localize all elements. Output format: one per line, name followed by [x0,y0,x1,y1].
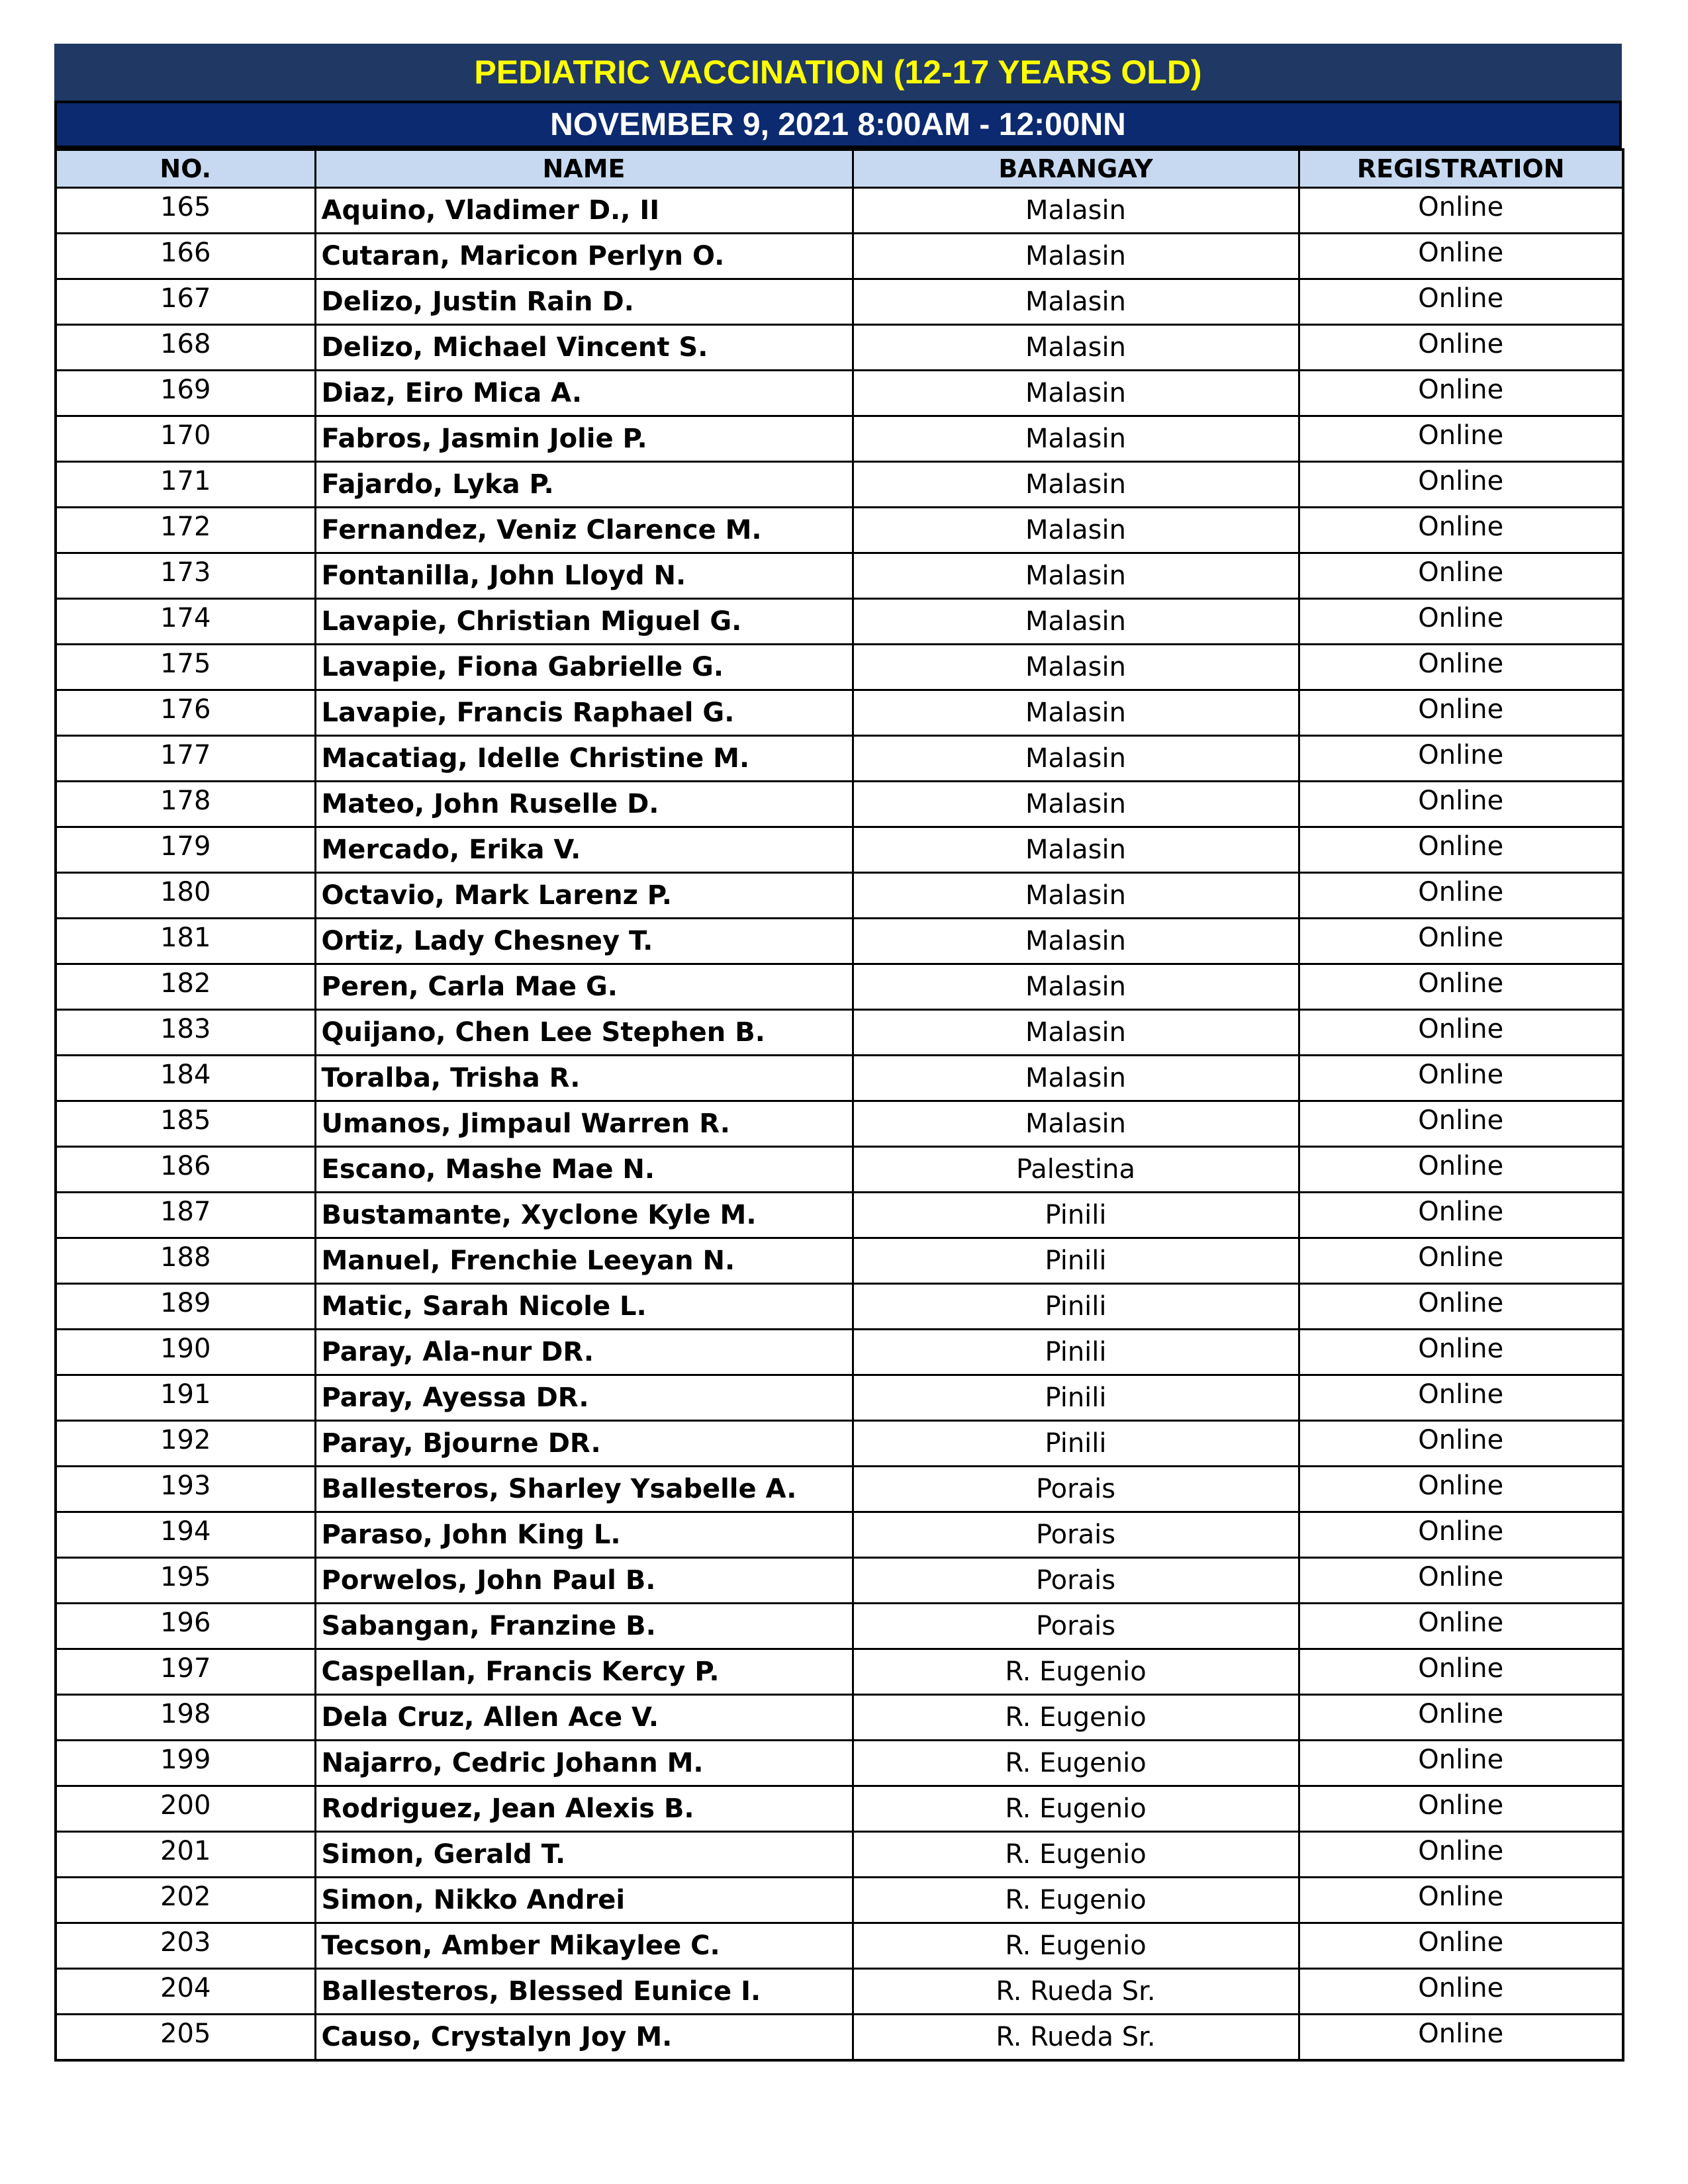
cell-registration: Online [1299,188,1623,234]
cell-registration: Online [1299,1238,1623,1284]
cell-registration: Online [1299,1878,1623,1923]
cell-registration: Online [1299,736,1623,782]
cell-name: Peren, Carla Mae G. [315,964,853,1010]
cell-name: Manuel, Frenchie Leeyan N. [315,1238,853,1284]
cell-registration: Online [1299,599,1623,645]
cell-registration: Online [1299,690,1623,736]
table-row [56,873,1623,919]
cell-number: 172 [56,508,315,553]
cell-name: Mercado, Erika V. [315,827,853,873]
cell-barangay: Pinili [853,1193,1299,1238]
table-row [56,1923,1623,1969]
table-row [56,1193,1623,1238]
cell-number: 196 [56,1604,315,1649]
cell-barangay: Malasin [853,736,1299,782]
cell-barangay: Malasin [853,1101,1299,1147]
cell-barangay: Malasin [853,645,1299,690]
cell-registration: Online [1299,234,1623,279]
cell-barangay: Malasin [853,325,1299,371]
cell-name: Paraso, John King L. [315,1512,853,1558]
cell-registration: Online [1299,325,1623,371]
cell-barangay: Malasin [853,873,1299,919]
cell-barangay: Pinili [853,1421,1299,1467]
cell-name: Causo, Crystalyn Joy M. [315,2015,853,2061]
cell-registration: Online [1299,1101,1623,1147]
cell-number: 173 [56,553,315,599]
cell-name: Delizo, Justin Rain D. [315,279,853,325]
cell-registration: Online [1299,1467,1623,1512]
cell-name: Diaz, Eiro Mica A. [315,371,853,416]
cell-registration: Online [1299,2015,1623,2061]
cell-barangay: Porais [853,1558,1299,1604]
cell-number: 179 [56,827,315,873]
cell-barangay: Malasin [853,964,1299,1010]
cell-name: Tecson, Amber Mikaylee C. [315,1923,853,1969]
cell-name: Toralba, Trisha R. [315,1056,853,1101]
cell-number: 195 [56,1558,315,1604]
table-row [56,2015,1623,2061]
cell-name: Dela Cruz, Allen Ace V. [315,1695,853,1741]
cell-name: Fernandez, Veniz Clarence M. [315,508,853,553]
cell-number: 185 [56,1101,315,1147]
cell-name: Fajardo, Lyka P. [315,462,853,508]
cell-number: 167 [56,279,315,325]
cell-number: 201 [56,1832,315,1878]
cell-registration: Online [1299,1421,1623,1467]
cell-registration: Online [1299,553,1623,599]
cell-number: 197 [56,1649,315,1695]
table-row [56,1878,1623,1923]
cell-registration: Online [1299,1056,1623,1101]
cell-number: 183 [56,1010,315,1056]
table-row [56,1604,1623,1649]
cell-registration: Online [1299,1786,1623,1832]
cell-barangay: Pinili [853,1284,1299,1330]
cell-registration: Online [1299,919,1623,964]
cell-number: 191 [56,1375,315,1421]
cell-name: Aquino, Vladimer D., II [315,188,853,234]
table-row [56,1832,1623,1878]
table-row [56,1056,1623,1101]
cell-number: 189 [56,1284,315,1330]
cell-barangay: R. Eugenio [853,1832,1299,1878]
cell-number: 204 [56,1969,315,2015]
cell-name: Lavapie, Christian Miguel G. [315,599,853,645]
cell-name: Najarro, Cedric Johann M. [315,1741,853,1786]
cell-number: 194 [56,1512,315,1558]
cell-barangay: R. Eugenio [853,1649,1299,1695]
table-row [56,736,1623,782]
table-row [56,1147,1623,1193]
cell-registration: Online [1299,873,1623,919]
table-row [56,1330,1623,1375]
cell-name: Bustamante, Xyclone Kyle M. [315,1193,853,1238]
table-row [56,1649,1623,1695]
cell-number: 200 [56,1786,315,1832]
cell-name: Quijano, Chen Lee Stephen B. [315,1010,853,1056]
cell-barangay: Malasin [853,234,1299,279]
column-header-no: NO. [56,150,315,188]
cell-barangay: Porais [853,1512,1299,1558]
table-row [56,690,1623,736]
cell-registration: Online [1299,416,1623,462]
cell-number: 190 [56,1330,315,1375]
table-row [56,325,1623,371]
cell-registration: Online [1299,1649,1623,1695]
cell-barangay: Pinili [853,1238,1299,1284]
table-row [56,964,1623,1010]
cell-registration: Online [1299,1832,1623,1878]
cell-registration: Online [1299,827,1623,873]
cell-number: 180 [56,873,315,919]
table-row [56,1695,1623,1741]
table-row [56,416,1623,462]
cell-barangay: R. Rueda Sr. [853,2015,1299,2061]
cell-barangay: Porais [853,1467,1299,1512]
cell-number: 176 [56,690,315,736]
cell-barangay: Malasin [853,462,1299,508]
vaccination-table [54,148,1624,2062]
cell-barangay: Malasin [853,919,1299,964]
cell-barangay: Malasin [853,279,1299,325]
table-row [56,279,1623,325]
cell-name: Paray, Ayessa DR. [315,1375,853,1421]
cell-registration: Online [1299,1375,1623,1421]
cell-number: 166 [56,234,315,279]
table-row [56,1512,1623,1558]
cell-name: Lavapie, Fiona Gabrielle G. [315,645,853,690]
table-row [56,1375,1623,1421]
cell-barangay: Malasin [853,371,1299,416]
cell-barangay: Pinili [853,1375,1299,1421]
cell-barangay: Malasin [853,188,1299,234]
cell-number: 199 [56,1741,315,1786]
cell-name: Ballesteros, Sharley Ysabelle A. [315,1467,853,1512]
cell-name: Porwelos, John Paul B. [315,1558,853,1604]
cell-number: 193 [56,1467,315,1512]
cell-number: 170 [56,416,315,462]
cell-barangay: Malasin [853,1056,1299,1101]
cell-barangay: Malasin [853,508,1299,553]
cell-registration: Online [1299,645,1623,690]
table-row [56,1741,1623,1786]
table-row [56,599,1623,645]
table-row [56,1421,1623,1467]
cell-registration: Online [1299,1010,1623,1056]
cell-name: Macatiag, Idelle Christine M. [315,736,853,782]
cell-name: Paray, Bjourne DR. [315,1421,853,1467]
cell-name: Ortiz, Lady Chesney T. [315,919,853,964]
cell-name: Delizo, Michael Vincent S. [315,325,853,371]
cell-number: 205 [56,2015,315,2061]
table-row [56,1558,1623,1604]
cell-number: 184 [56,1056,315,1101]
cell-number: 174 [56,599,315,645]
table-row [56,1238,1623,1284]
cell-name: Simon, Gerald T. [315,1832,853,1878]
cell-name: Paray, Ala-nur DR. [315,1330,853,1375]
table-row [56,553,1623,599]
cell-name: Mateo, John Ruselle D. [315,782,853,827]
cell-number: 171 [56,462,315,508]
cell-registration: Online [1299,508,1623,553]
vaccination-sheet [54,44,1622,2062]
cell-barangay: R. Eugenio [853,1923,1299,1969]
table-row [56,508,1623,553]
cell-barangay: Porais [853,1604,1299,1649]
cell-registration: Online [1299,1604,1623,1649]
cell-registration: Online [1299,1923,1623,1969]
cell-number: 202 [56,1878,315,1923]
cell-registration: Online [1299,1193,1623,1238]
cell-name: Fabros, Jasmin Jolie P. [315,416,853,462]
cell-name: Matic, Sarah Nicole L. [315,1284,853,1330]
cell-registration: Online [1299,782,1623,827]
cell-number: 178 [56,782,315,827]
cell-barangay: R. Eugenio [853,1878,1299,1923]
table-row [56,919,1623,964]
cell-registration: Online [1299,964,1623,1010]
table-row [56,1101,1623,1147]
cell-name: Fontanilla, John Lloyd N. [315,553,853,599]
cell-name: Escano, Mashe Mae N. [315,1147,853,1193]
cell-barangay: Malasin [853,553,1299,599]
table-row [56,1284,1623,1330]
cell-name: Umanos, Jimpaul Warren R. [315,1101,853,1147]
cell-name: Cutaran, Maricon Perlyn O. [315,234,853,279]
cell-number: 186 [56,1147,315,1193]
cell-registration: Online [1299,1695,1623,1741]
cell-number: 177 [56,736,315,782]
table-row [56,462,1623,508]
column-header-barangay: BARANGAY [853,150,1299,188]
table-row [56,1467,1623,1512]
cell-registration: Online [1299,1330,1623,1375]
cell-registration: Online [1299,371,1623,416]
cell-barangay: Malasin [853,1010,1299,1056]
cell-name: Rodriguez, Jean Alexis B. [315,1786,853,1832]
cell-barangay: R. Rueda Sr. [853,1969,1299,2015]
column-header-registration: REGISTRATION [1299,150,1623,188]
cell-number: 169 [56,371,315,416]
page-title: PEDIATRIC VACCINATION (12-17 YEARS OLD) [54,44,1622,101]
cell-barangay: Malasin [853,690,1299,736]
cell-name: Lavapie, Francis Raphael G. [315,690,853,736]
cell-number: 187 [56,1193,315,1238]
cell-barangay: R. Eugenio [853,1695,1299,1741]
cell-number: 181 [56,919,315,964]
cell-name: Simon, Nikko Andrei [315,1878,853,1923]
table-body [56,188,1623,2061]
cell-registration: Online [1299,1147,1623,1193]
cell-barangay: Malasin [853,416,1299,462]
table-row [56,1786,1623,1832]
cell-barangay: Malasin [853,599,1299,645]
cell-barangay: Malasin [853,827,1299,873]
cell-barangay: Malasin [853,782,1299,827]
cell-name: Octavio, Mark Larenz P. [315,873,853,919]
cell-barangay: R. Eugenio [853,1741,1299,1786]
cell-barangay: Pinili [853,1330,1299,1375]
table-header-row [56,150,1623,188]
table-row [56,188,1623,234]
table-row [56,782,1623,827]
cell-number: 168 [56,325,315,371]
table-row [56,371,1623,416]
cell-number: 198 [56,1695,315,1741]
cell-barangay: R. Eugenio [853,1786,1299,1832]
cell-number: 182 [56,964,315,1010]
cell-registration: Online [1299,1741,1623,1786]
cell-number: 203 [56,1923,315,1969]
cell-number: 188 [56,1238,315,1284]
cell-name: Ballesteros, Blessed Eunice I. [315,1969,853,2015]
table-row [56,827,1623,873]
cell-number: 165 [56,188,315,234]
table-row [56,1969,1623,2015]
schedule-subtitle: NOVEMBER 9, 2021 8:00AM - 12:00NN [54,101,1622,148]
cell-registration: Online [1299,1969,1623,2015]
cell-registration: Online [1299,1284,1623,1330]
cell-barangay: Palestina [853,1147,1299,1193]
table-row [56,234,1623,279]
cell-name: Sabangan, Franzine B. [315,1604,853,1649]
cell-number: 192 [56,1421,315,1467]
table-row [56,645,1623,690]
table-row [56,1010,1623,1056]
cell-name: Caspellan, Francis Kercy P. [315,1649,853,1695]
cell-registration: Online [1299,279,1623,325]
column-header-name: NAME [315,150,853,188]
cell-registration: Online [1299,462,1623,508]
cell-number: 175 [56,645,315,690]
cell-registration: Online [1299,1558,1623,1604]
cell-registration: Online [1299,1512,1623,1558]
